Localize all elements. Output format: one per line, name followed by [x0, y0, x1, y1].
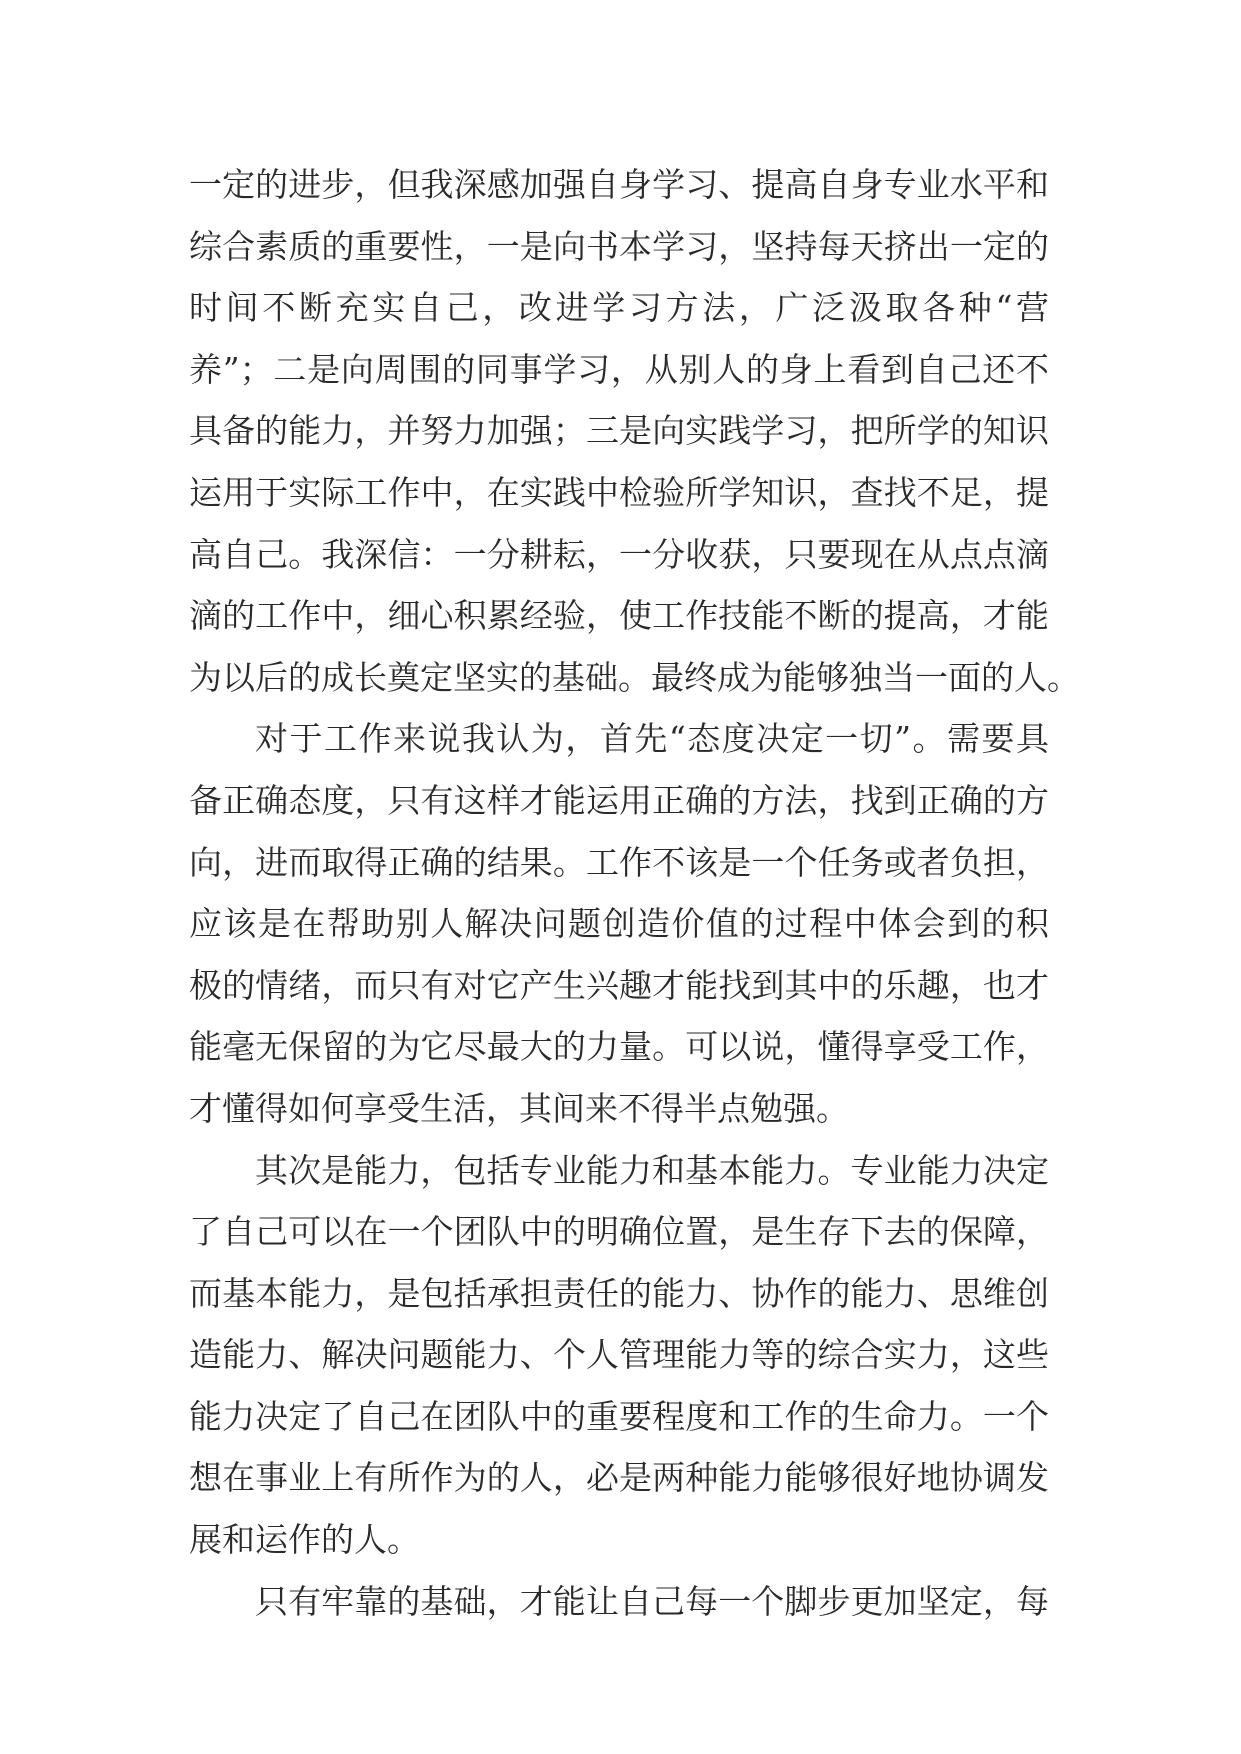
- paragraph-3: [189, 1140, 1049, 1571]
- paragraph-1: [189, 154, 1080, 708]
- text-line: 为以后的成长奠定坚实的基础。最终成为能够独当一面的人。: [189, 657, 1080, 697]
- text-line: 极的情绪，而只有对它产生兴趣才能找到其中的乐趣，也才: [189, 965, 1049, 1005]
- text-line: 了自己可以在一个团队中的明确位置，是生存下去的保障，: [189, 1212, 1049, 1252]
- text-line: 向，进而取得正确的结果。工作不该是一个任务或者负担，: [189, 842, 1049, 882]
- text-line: 才懂得如何享受生活，其间来不得半点勉强。: [189, 1088, 849, 1128]
- text-line: 综合素质的重要性，一是向书本学习，坚持每天挤出一定的: [189, 226, 1049, 266]
- text-line: 对于工作来说我认为，首先“态度决定一切”。需要具: [255, 719, 1049, 759]
- text-line: 高自己。我深信：一分耕耘，一分收获，只要现在从点点滴: [189, 534, 1049, 574]
- text-line: 展和运作的人。: [189, 1520, 420, 1560]
- text-line: 其次是能力，包括专业能力和基本能力。专业能力决定: [255, 1150, 1049, 1190]
- text-line: 造能力、解决问题能力、个人管理能力等的综合实力，这些: [189, 1335, 1049, 1375]
- text-line: 只有牢靠的基础，才能让自己每一个脚步更加坚定，每: [255, 1581, 1049, 1621]
- text-line: 滴的工作中，细心积累经验，使工作技能不断的提高，才能: [189, 596, 1049, 636]
- text-line: 具备的能力，并努力加强；三是向实践学习，把所学的知识: [189, 411, 1049, 451]
- text-line: 而基本能力，是包括承担责任的能力、协作的能力、思维创: [189, 1273, 1049, 1313]
- text-line: 应该是在帮助别人解决问题创造价值的过程中体会到的积: [189, 904, 1049, 944]
- text-line: 想在事业上有所作为的人，必是两种能力能够很好地协调发: [189, 1458, 1049, 1498]
- paragraph-2: [189, 708, 1049, 1139]
- text-line: 时间不断充实自己，改进学习方法，广泛汲取各种“营: [189, 288, 1049, 328]
- text-line: 能力决定了自己在团队中的重要程度和工作的生命力。一个: [189, 1396, 1049, 1436]
- text-line: 一定的进步，但我深感加强自身学习、提高自身专业水平和: [189, 165, 1049, 204]
- document-body: [189, 154, 1080, 1632]
- text-line: 养”；二是向周围的同事学习，从别人的身上看到自己还不: [189, 349, 1049, 389]
- paragraph-4: [189, 1571, 1049, 1633]
- text-line: 能毫无保留的为它尽最大的力量。可以说，懂得享受工作，: [189, 1027, 1049, 1067]
- text-line: 备正确态度，只有这样才能运用正确的方法，找到正确的方: [189, 780, 1049, 820]
- text-line: 运用于实际工作中，在实践中检验所学知识，查找不足，提: [189, 472, 1049, 512]
